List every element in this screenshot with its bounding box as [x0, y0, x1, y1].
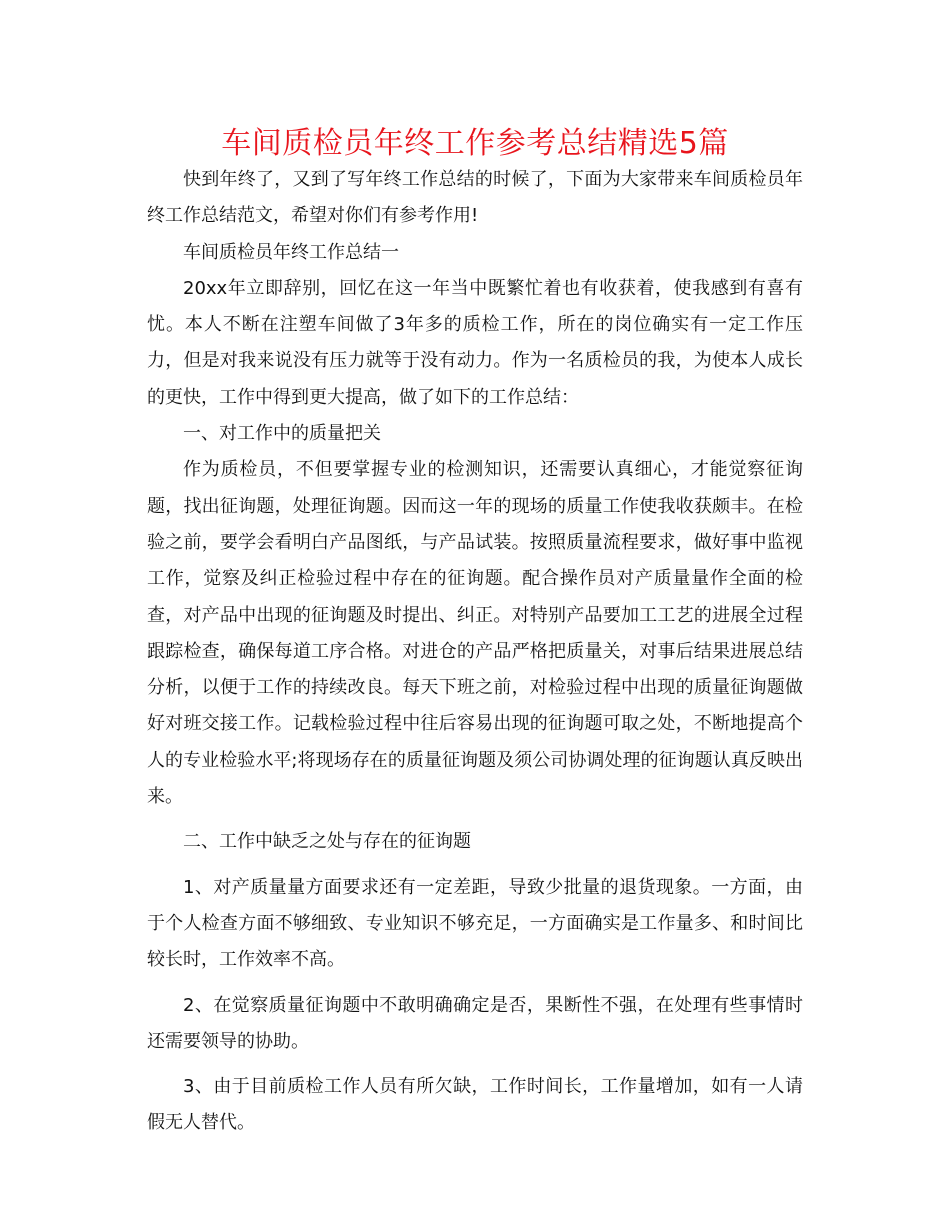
body-paragraph: 作为质检员，不但要掌握专业的检测知识，还需要认真细心，才能觉察征询题，找出征询题，处理征询题。因而这一年的现场的质量工作使我收获颇丰。在检验之前，要学会看明白产品图纸，与产品试装。按照质量流程要求，做好事中监视工作，觉察及纠正检验过程中存在的征询题。配合操作员对产质量量作全面的检查，对产品中出现的征询题及时提出、纠正。对特别产品要加工工艺的进展全过程跟踪检查，确保每道工序合格。对进仓的产品严格把质量关，对事后结果进展总结分析，以便于工作的持续改良。每天下班之前，对检验过程中出现的质量征询题做好对班交接工作。记载检验过程中往后容易出现的征询题可取之处，不断地提高个人的专业检验水平;将现场存在的质量征询题及须公司协调处理的征询题认真反映出来。 [147, 459, 803, 808]
section-heading-quality-control: 一、对工作中的质量把关 [183, 423, 381, 445]
body-paragraph: 20xx年立即辞别，回忆在这一年当中既繁忙着也有收获着，使我感到有喜有忧。本人不断在注塑车间做了3年多的质检工作，所在的岗位确实有一定工作压力，但是对我来说没有压力就等于没有动力。作为一名质检员的我，为使本人成长的更快，工作中得到更大提高，做了如下的工作总结： [147, 277, 803, 408]
list-item-3: 3、由于目前质检工作人员有所欠缺，工作时间长，工作量增加，如有一人请假无人替代。 [147, 1076, 803, 1134]
section-heading-summary-one: 车间质检员年终工作总结一 [183, 241, 399, 263]
intro-paragraph: 快到年终了，又到了写年终工作总结的时候了，下面为大家带来车间质检员年终工作总结范文，希望对你们有参考作用! [147, 169, 803, 227]
section-heading-shortcomings: 二、工作中缺乏之处与存在的征询题 [183, 831, 471, 853]
document-body [147, 162, 803, 1142]
document-title: 车间质检员年终工作参考总结精选5篇 [221, 126, 729, 161]
list-item-2: 2、在觉察质量征询题中不敢明确确定是否，果断性不强，在处理有些事情时还需要领导的协助。 [147, 994, 803, 1052]
list-item-1: 1、对产质量量方面要求还有一定差距，导致少批量的退货现象。一方面，由于个人检查方面不够细致、专业知识不够充足，一方面确实是工作量多、和时间比较长时，工作效率不高。 [147, 876, 803, 971]
